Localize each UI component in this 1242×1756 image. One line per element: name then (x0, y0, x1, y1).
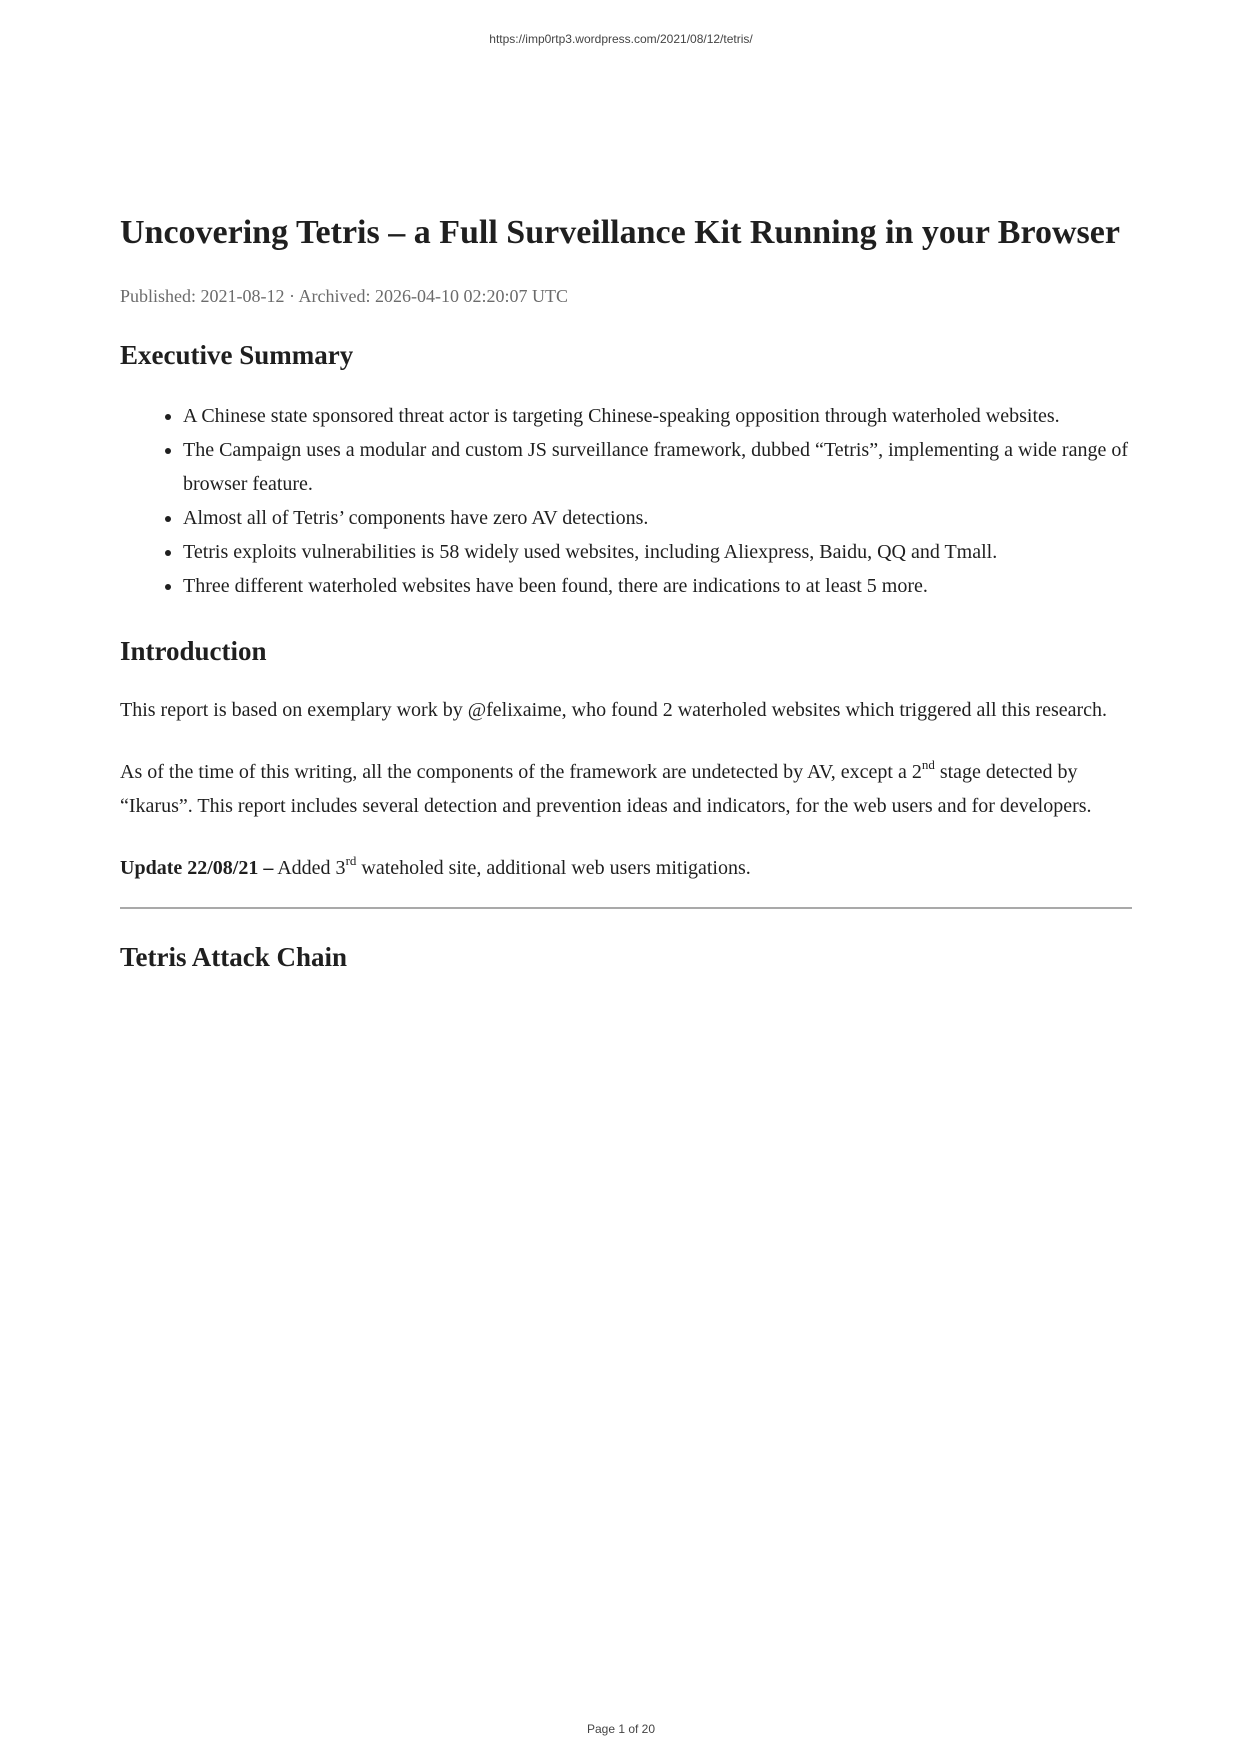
list-item: • Tetris exploits vulnerabilities is 58 widely used websites, including Aliexpress, Baidu, QQ and Tmall. (183, 535, 1132, 569)
introduction-paragraph-1: This report is based on exemplary work by @felixaime, who found 2 waterholed websites which triggered all this research. (120, 699, 1108, 721)
list-item: • A Chinese state sponsored threat actor is targeting Chinese-speaking opposition through waterholed websites. (183, 399, 1132, 433)
paragraph-text: stage detected by “Ikarus”. This report includes several detection and prevention ideas and indicators, for the web users and for developers. (120, 761, 1092, 817)
ordinal-suffix: rd (345, 853, 357, 868)
update-note (120, 851, 1132, 885)
update-label: Update 22/08/21 – (120, 857, 274, 879)
ordinal-suffix: nd (921, 757, 935, 772)
executive-summary-list (120, 399, 1132, 603)
section-divider (120, 907, 1132, 909)
list-item: • The Campaign uses a modular and custom JS surveillance framework, dubbed “Tetris”, implementing a wide range of browser feature. (183, 433, 1132, 501)
page-number: Page 1 of 20 (586, 1722, 656, 1736)
paragraph-text: As of the time of this writing, all the components of the framework are undetected by AV, except a 2 (120, 761, 922, 783)
executive-summary-heading: Executive Summary (120, 340, 354, 370)
introduction-paragraph-2 (120, 755, 1132, 823)
attack-chain-heading: Tetris Attack Chain (120, 942, 348, 972)
introduction-heading: Introduction (120, 636, 267, 666)
page-url: https://imp0rtp3.wordpress.com/2021/08/12/tetris/ (489, 32, 753, 46)
list-item: • Almost all of Tetris’ components have zero AV detections. (183, 501, 1132, 535)
update-text: Added 3 (273, 857, 346, 879)
update-text: wateholed site, additional web users mitigations. (356, 857, 751, 879)
article-title: Uncovering Tetris – a Full Surveillance Kit Running in your Browser (120, 214, 1120, 251)
article (120, 205, 1132, 975)
list-item: • Three different waterholed websites have been found, there are indications to at least 5 more. (183, 569, 1132, 603)
article-meta: Published: 2021-08-12 · Archived: 2026-04-10 02:20:07 UTC (120, 286, 568, 306)
